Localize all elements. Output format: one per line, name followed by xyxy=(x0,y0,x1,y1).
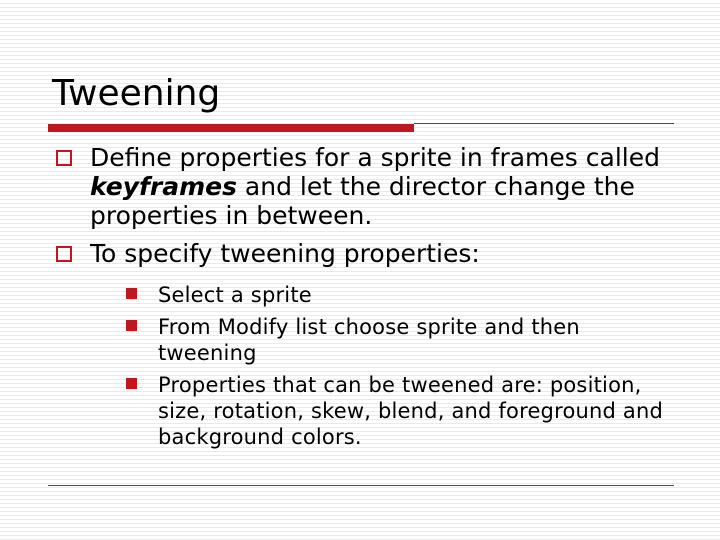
sub-bullet-item xyxy=(126,372,676,450)
filled-square-bullet-icon xyxy=(126,320,137,331)
hollow-square-bullet-icon xyxy=(56,246,72,262)
hollow-square-bullet-icon xyxy=(56,150,72,166)
bullet-item xyxy=(56,143,676,230)
filled-square-bullet-icon xyxy=(126,378,137,389)
bullet-text: To specify tweening properties: xyxy=(90,239,480,268)
sub-bullet-item xyxy=(126,314,676,366)
sub-bullet-text: Select a sprite xyxy=(158,283,312,307)
filled-square-bullet-icon xyxy=(126,288,137,299)
bullet-item xyxy=(56,239,676,450)
title-underline-thin xyxy=(414,123,674,124)
slide-title: Tweening xyxy=(52,73,221,114)
sub-bullet-item xyxy=(126,282,676,308)
keyword-keyframes: keyframes xyxy=(90,172,237,201)
sub-bullet-list xyxy=(126,282,676,450)
sub-bullet-text: Properties that can be tweened are: position, size, rotation, skew, blend, and foreground and background colors. xyxy=(158,373,664,449)
bullet-text-before: Define properties for a sprite in frames called xyxy=(90,143,660,172)
title-underline-thick xyxy=(48,124,414,132)
bullet-list xyxy=(56,143,676,460)
footer-divider xyxy=(48,485,674,486)
sub-bullet-text: From Modify list choose sprite and then tweening xyxy=(158,315,580,365)
bullet-text-after: and let the director change the properties in between. xyxy=(90,172,635,230)
